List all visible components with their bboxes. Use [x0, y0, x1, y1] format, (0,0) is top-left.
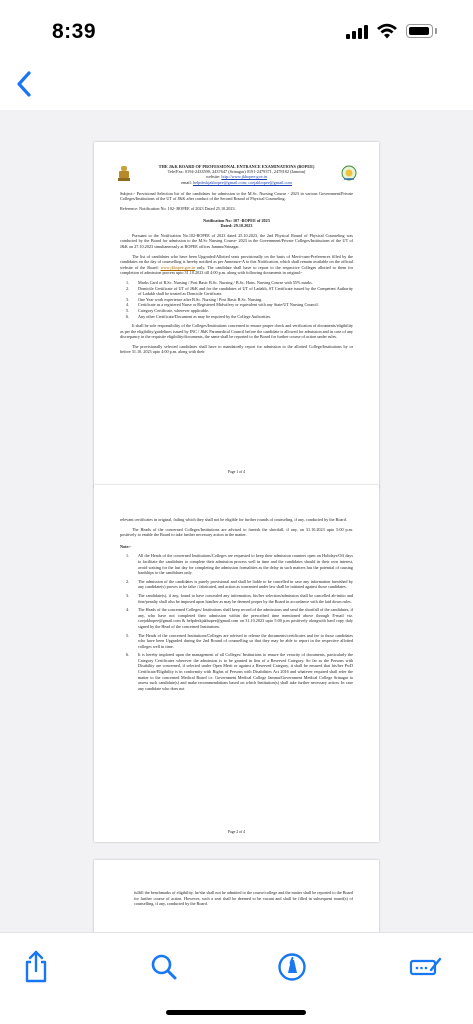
document-list-item-number: 5.	[126, 307, 130, 313]
document-page-3	[94, 860, 379, 932]
search-button[interactable]	[142, 945, 186, 989]
letterhead-title: THE J&K BOARD OF PROFESSIONAL ENTRANCE EXAMINATIONS (BOPEE)	[158, 164, 315, 169]
document-list-item-number: 4.	[126, 302, 130, 308]
website-link[interactable]: http://www.jkbopee.gov.in	[221, 174, 268, 180]
document-list-item	[126, 286, 353, 297]
status-time: 8:39	[52, 20, 97, 43]
note-item-text: It is hereby implored upon the management of all Colleges/ Institutions to ensure the veracity of documents, particularly the Category Certificates wherever the admission is to be granted in lieu of a Reserved Category. So far as the Persons with Disability are concerned, if selected under Open Merit or against a Reserved Category, it shall be ensured that his/her PwD Certificate/Eligibility is in conformity with Rights of Persons with Disabilities Act 2016 and whatever required shall refer the matter to the concerned Medical Board i.e. Government Medical College Jammu/Government Medical College Srinagar to assess such candidate(s) and make recommendations based on which Institution(s) shall take further necessary action. In case any candidate who does not	[138, 652, 353, 691]
page-number: Page 1 of 4	[227, 470, 246, 474]
document-page-2	[94, 485, 379, 842]
paragraph: It shall be sole responsibility of the Colleges/Institutions concerned to ensure proper check and verification of documents/eligibility as per the eligibility/guidelines issued by INC / J&K Paramedical Council before the candidate is allowed for admission and in case of any discrepancy in the requisite eligibility/documents, the same shall be reported to the Board for further course of action under rules.	[120, 323, 353, 340]
note-item-text: The admission of the candidates is purely provisional and shall be liable to be cancelled in case any information furnished by any candidate(s) proves to be false / fabricated, and action as warranted under law shall be initiated against those candidates.	[138, 578, 353, 590]
note-item	[126, 652, 353, 691]
document-list-item-text: One Year work experience after B.Sc. Nursing / Post Basic B.Sc. Nursing.	[138, 296, 263, 302]
note-item-text: The candidate(s), if any, found to have concealed any information, his/her selection/admission shall be cancelled ab-initio and fine/penalty shall also be imposed upon him/her as may be deemed proper by the Board in accordance with the laid down rules.	[138, 592, 353, 604]
letterhead-tel: Tele/Fax: 0194-2433590, 2437647 (Srinagar) 0191-2479371, 2478182 (Jammu)	[167, 169, 306, 175]
document-list-item-text: Category Certificate, wherever applicable.	[138, 307, 210, 313]
note-item-number: 2.	[126, 578, 130, 584]
markup-button[interactable]	[270, 945, 314, 989]
letterhead	[120, 164, 353, 185]
note-item	[126, 553, 353, 575]
paragraph: The provisionally selected candidates shall have to mandatorily report for admission to the allotted College/Institutions by or before 31.10. 2023 upto 4:00 p.m. along with their	[120, 343, 353, 355]
document-list-item-number: 3.	[126, 296, 130, 302]
share-button[interactable]	[14, 945, 58, 989]
note-item	[126, 593, 353, 604]
document-list-item-number: 1.	[126, 279, 130, 285]
search-icon	[150, 953, 178, 981]
markup-icon	[277, 952, 307, 982]
subject: Subject:- Provisional Selection list of the candidates for admission to the M.Sc. Nursing Course - 2023 in various Government/Private Colleges/Institutions of the UT of J&K after conduct of the Second Round of Physical Counseling.	[120, 190, 353, 202]
note-item	[126, 633, 353, 650]
paragraph: Pursuant to the Notification No.102-BOPEE of 2023 dated 25.10.2023, the 2nd Physical Round of Physical Counseling was conducted by the Board for admission to the M.Sc Nursing Course- 2023 in the Government/Private Colleges/Institutions of the UT of J&K on 27.10.2023 simultaneously at BOPEE offices Jammu/Srinagar.	[120, 232, 353, 249]
nav-bar	[0, 60, 473, 110]
form-icon	[409, 955, 443, 979]
note-item	[126, 607, 353, 629]
note-label: Note:-	[120, 543, 132, 549]
document-list-item-number: 2.	[126, 285, 130, 291]
document-list-item-text: Any other Certificate/Document as may be required by the College Authorities.	[138, 313, 272, 319]
email-link[interactable]: helpdeskjakbopee@gmail.com; coejakbopee@gmail.com	[192, 179, 292, 185]
notification-number: Notification No: 107 -BOPEE of 2023	[203, 217, 270, 223]
back-button[interactable]	[6, 66, 42, 102]
battery-icon	[406, 24, 433, 38]
note-item-number: 6.	[126, 652, 130, 658]
paragraph: The list of candidates who have been Upgraded/Allotted seats provisionally on the basis of Merit-cum-Preferences filled by the candidates on the day of counselling is hereby notified as per Annexure-A to this Notification, which shall remain available on the official website of the Board: www.jkbopee.gov.in only. The candidate shall have to report to the respective Colleges allotted to them for completion of admission process upto 31.10.2023 till 4:00 p.m. along with following documents in original:-	[120, 253, 354, 276]
bopee-logo-icon	[341, 164, 357, 184]
notes-list	[126, 553, 353, 694]
note-item-number: 5.	[126, 632, 130, 638]
page-number: Page 2 of 4	[227, 830, 246, 834]
board-website-link[interactable]: www.jkbopee.gov.in	[160, 264, 196, 270]
note-item-text: The Heads of the concerned Institutions/Colleges are advised to release the documents/certificates and fee to those candidates who have been Upgraded during the 2nd Round of counselling so that they may be able to report in the respective allotted colleges well in time.	[138, 632, 353, 649]
document-viewer[interactable]	[0, 110, 473, 932]
form-button[interactable]	[404, 945, 448, 989]
cellular-signal-icon	[346, 25, 368, 39]
document-page-1	[94, 142, 379, 488]
wifi-icon	[376, 22, 398, 40]
note-item-number: 3.	[126, 592, 130, 598]
document-list-item	[126, 314, 353, 320]
note-item-number: 1.	[126, 553, 130, 559]
notification-date: Dated: 29.10.2023	[220, 223, 253, 229]
document-list-item-number: 6.	[126, 313, 130, 319]
chevron-left-icon	[16, 70, 32, 98]
note-item	[126, 579, 353, 590]
email-label: email:	[181, 179, 192, 185]
paragraph: relevant certificates in original, failing which they shall not be eligible for further rounds of counseling, if any, conducted by the Board.	[120, 517, 347, 522]
note-item-text: The Heads of the concerned Colleges/ Institutions shall keep record of the admissions and send the shortfall of the candidates, if any, who have not completed their admission within the prescribed time mentioned above through E-mail viz. coejakbopee@gmail.com & helpdeskjakbopee@gmail.com on 31.10.2023 upto 5:00 p.m positively alongwith hard copy duly signed by the Head of the concerned Institutions.	[138, 607, 353, 629]
document-list-item-text: Domicile Certificate of UT of J&K and for the candidates of UT of Ladakh, ST Certificate issued by the Competent Authority of Ladakh shall be treated as Domicile Certificate.	[138, 285, 353, 297]
document-list-item-text: Certificate as a registered Nurse or Registered Midwifery or equivalent with any State/UT Nursing Council.	[138, 302, 319, 308]
reference: Reference: Notification No. 102- BOPEE of 2023 Dated 25.10.2023.	[120, 206, 236, 211]
home-indicator	[166, 1010, 306, 1015]
document-list-item-text: Marks Card of B.Sc. Nursing / Post Basic B.Sc. Nursing / B.Sc. Hons. Nursing Course with 55% marks.	[138, 279, 313, 285]
paragraph: fulfill the benchmarks of eligibility, he/she shall not be admitted to the course/college and the matter shall be reported to the Board for further course of action. However, such a seat shall be deemed to be vacant and shall be filled in subsequent round(s) of counselling, if any, conducted by the Board.	[134, 890, 353, 907]
note-item-number: 4.	[126, 607, 130, 613]
national-emblem-icon	[116, 164, 132, 184]
website-label: website:	[205, 174, 221, 180]
note-item-text: All the Heads of the concerned Institutions/Colleges are requested to keep their admission counters open on Holidays/Off days to facilitate the candidates to complete their admission process well in time and the candidates should in their own interest, avoid waiting for the last day for completing the admission formalities as the delay in such matters has the potential of causing hardships to the candidates only.	[138, 553, 353, 576]
share-icon	[22, 950, 50, 984]
status-bar	[0, 0, 473, 60]
document-list	[126, 280, 353, 319]
paragraph: The Heads of the concerned Colleges/Institutions are advised to furnish the shortfall, if any, on 31.10.2023 upto 5:00 p.m. positively to enable the Board to take further necessary action in the matter.	[120, 526, 353, 538]
